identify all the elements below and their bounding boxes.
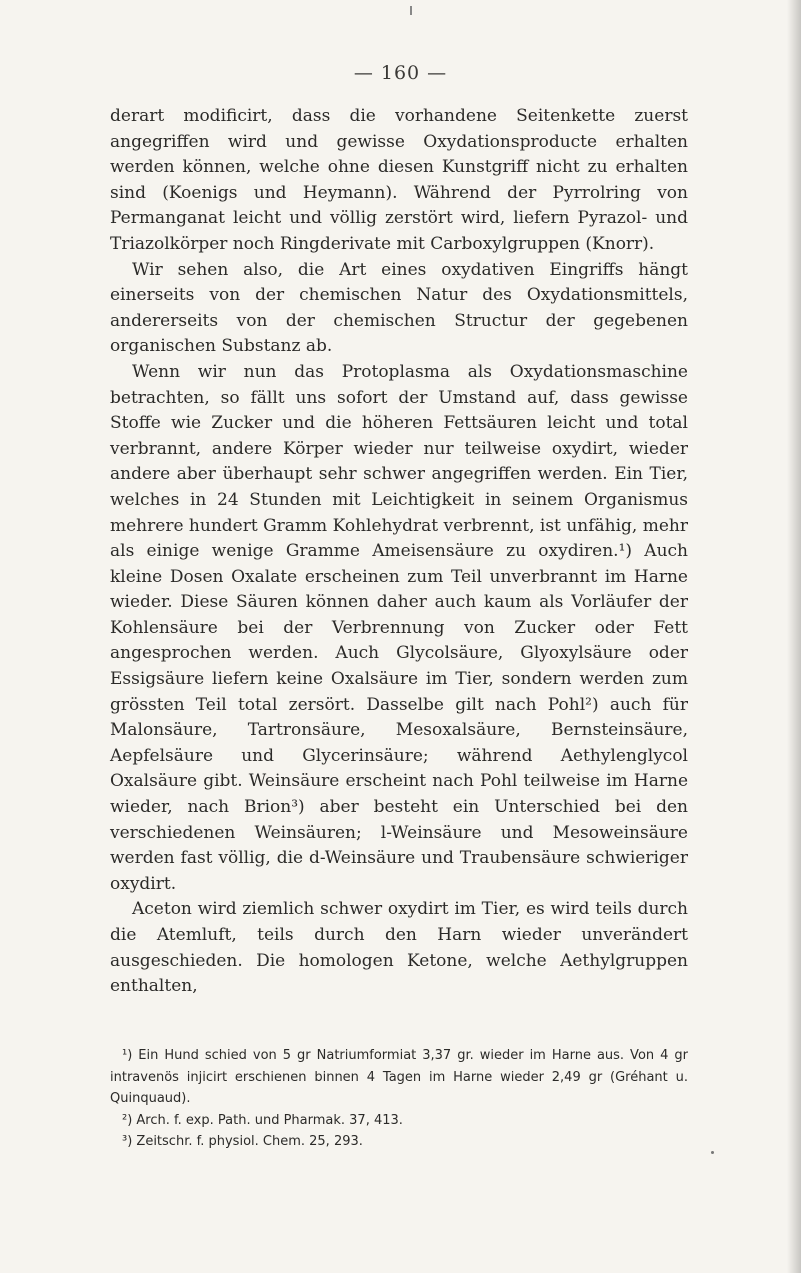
paragraph: Aceton wird ziemlich schwer oxydirt im Tier, es wird teils durch die Atemluft, teils durch den Harn wieder unverändert ausgeschieden. Die homologen Ketone, welche Aethylgruppen enthalten,	[110, 899, 688, 997]
footnotes	[110, 1045, 688, 1153]
paragraph: Wenn wir nun das Protoplasma als Oxydationsmaschine betrachten, so fällt uns sofort der Umstand auf, dass gewisse Stoffe wie Zucker und die höheren Fettsäuren leicht und total verbrannt, andere Körper wieder nur teilweise oxydirt, wieder andere aber überhaupt sehr schwer angegriffen werden. Ein Tier, welches in 24 Stunden mit Leichtigkeit in seinem Organismus mehrere hundert Gramm Kohlehydrat verbrennt, ist unfähig, mehr als einige wenige Gramme Ameisensäure zu oxydiren.¹) Auch kleine Dosen Oxalate erscheinen zum Teil unverbrannt im Harne wieder. Diese Säuren können daher auch kaum als Vorläufer der Kohlensäure bei der Verbrennung von Zucker oder Fett angesprochen werden. Auch Glycolsäure, Glyoxylsäure oder Essigsäure liefern keine Oxalsäure im Tier, sondern werden zum grössten Teil total zersört. Dasselbe gilt nach Pohl²) auch für Malonsäure, Tartronsäure, Mesoxalsäure, Bernsteinsäure, Aepfelsäure und Glycerinsäure; während Aethylenglycol Oxalsäure gibt. Weinsäure erscheint nach Pohl teilweise im Harne wieder, nach Brion³) aber besteht ein Unterschied bei den verschiedenen Weinsäuren; l-Weinsäure und Mesoweinsäure werden fast völlig, die d-Weinsäure und Traubensäure schwieriger oxydirt.	[110, 361, 688, 894]
paragraph: derart modificirt, dass die vorhandene Seitenkette zuerst angegriffen wird und gewisse Oxydationsproducte erhalten werden können, welche ohne diesen Kunstgriff nicht zu erhalten sind (Koenigs und Heymann). Während der Pyrrolring von Permanganat leicht und völlig zerstört wird, liefern Pyrazol- und Triazolkörper noch Ringderivate mit Carboxylgruppen (Knorr).	[110, 106, 688, 254]
paragraph: Wir sehen also, die Art eines oxydativen Eingriffs hängt einerseits von der chemischen Natur des Oxydationsmittels, andererseits von der chemischen Structur der gegebenen organischen Substanz ab.	[110, 259, 688, 357]
footnote: ¹) Ein Hund schied von 5 gr Natriumformiat 3,37 gr. wieder im Harne aus. Von 4 gr intravenös injicirt erschienen binnen 4 Tagen im Harne wieder 2,49 gr (Gréhant u. Quinquaud).	[110, 1048, 688, 1106]
footnote: ²) Arch. f. exp. Path. und Pharmak. 37, 413.	[122, 1112, 403, 1128]
scan-mark	[410, 6, 412, 15]
body-text	[110, 104, 688, 1000]
scan-speck	[711, 1151, 714, 1154]
page-number: — 160 —	[353, 62, 448, 84]
page-edge-shadow	[787, 0, 801, 1273]
footnote: ³) Zeitschr. f. physiol. Chem. 25, 293.	[122, 1134, 363, 1149]
